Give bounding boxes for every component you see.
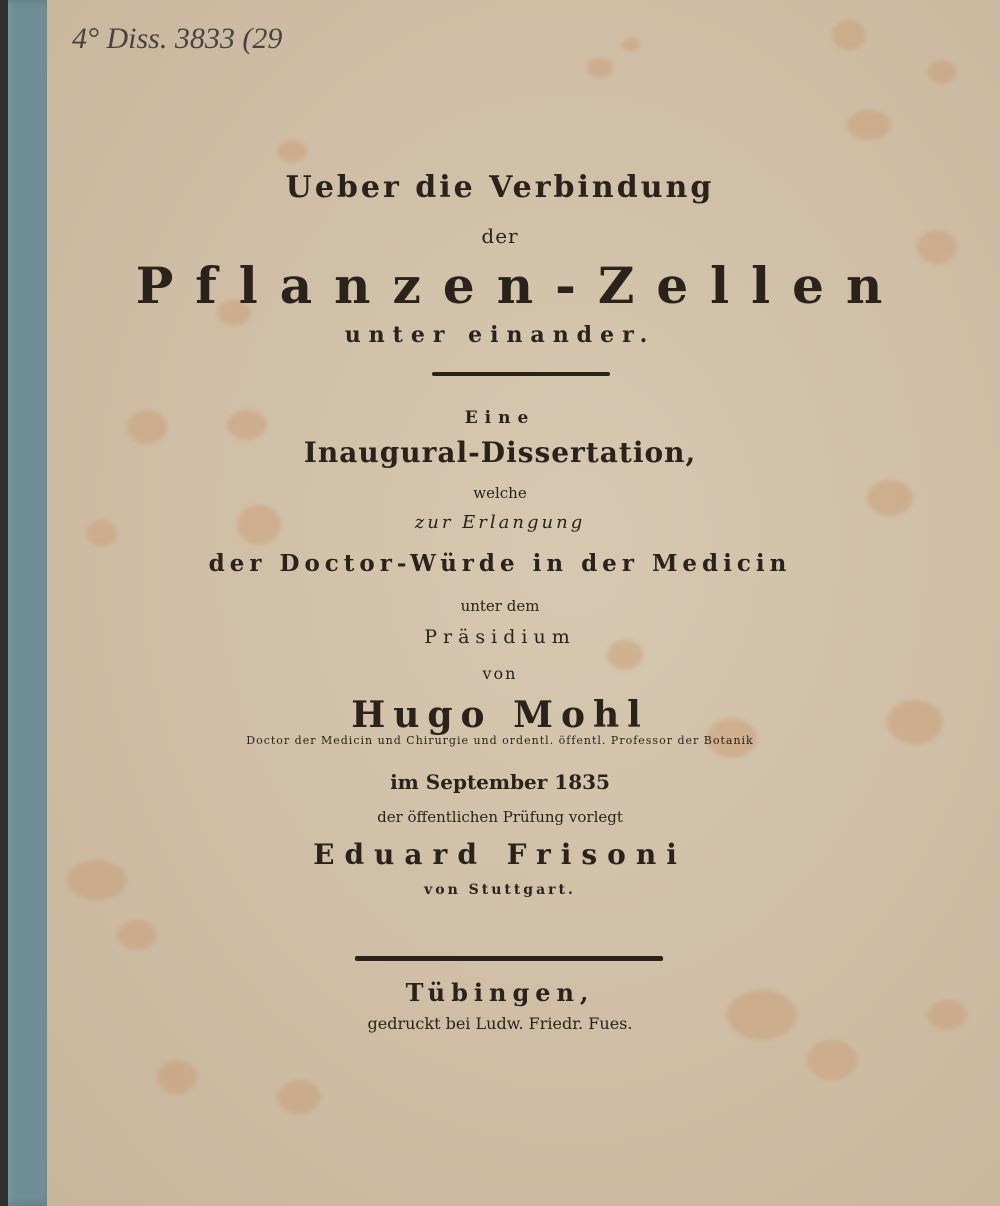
foxing-stain	[927, 60, 957, 84]
praeses-name: Hugo Mohl	[351, 694, 649, 736]
foxing-stain	[277, 140, 307, 162]
imprint-printer: gedruckt bei Ludw. Friedr. Fues.	[367, 1014, 633, 1033]
imprint-rule	[355, 956, 663, 961]
unter-dem-text: unter dem	[460, 597, 540, 615]
title-line-1: Ueber die Verbindung	[285, 170, 715, 205]
foxing-stain	[807, 1040, 857, 1080]
foxing-stain	[847, 110, 891, 140]
foxing-stain	[622, 38, 640, 52]
zur-erlangung-text: zur Erlangung	[414, 512, 586, 533]
von-text: von	[482, 664, 518, 683]
eine-text: Eine	[464, 408, 536, 428]
title-line-2: der	[481, 224, 519, 248]
foxing-stain	[832, 20, 866, 50]
date-text: im September 1835	[390, 770, 610, 794]
welche-text: welche	[473, 484, 527, 502]
imprint-place: Tübingen,	[405, 978, 595, 1007]
title-rule	[432, 372, 610, 376]
title-line-4: unter einander.	[344, 322, 656, 348]
foxing-stain	[277, 1080, 321, 1114]
dissertation-heading: Inaugural-Dissertation,	[303, 436, 697, 469]
praeses-title: Doctor der Medicin und Chirurgie und ordentl. öffentl. Professor der Botanik	[246, 734, 754, 747]
doctor-wuerde-text: der Doctor-Würde in der Medicin	[208, 550, 792, 577]
candidate-name: Eduard Frisoni	[313, 838, 687, 871]
pruefung-text: der öffentlichen Prüfung vorlegt	[377, 808, 623, 826]
main-title: Pflanzen-Zellen	[135, 256, 905, 315]
shelfmark-handwritten: 4° Diss. 3833 (29	[72, 22, 283, 55]
candidate-origin: von Stuttgart.	[424, 882, 576, 898]
foxing-stain	[587, 58, 613, 78]
foxing-stain	[117, 920, 157, 950]
foxing-stain	[157, 1060, 197, 1094]
praesidium-text: Präsidium	[424, 626, 576, 648]
